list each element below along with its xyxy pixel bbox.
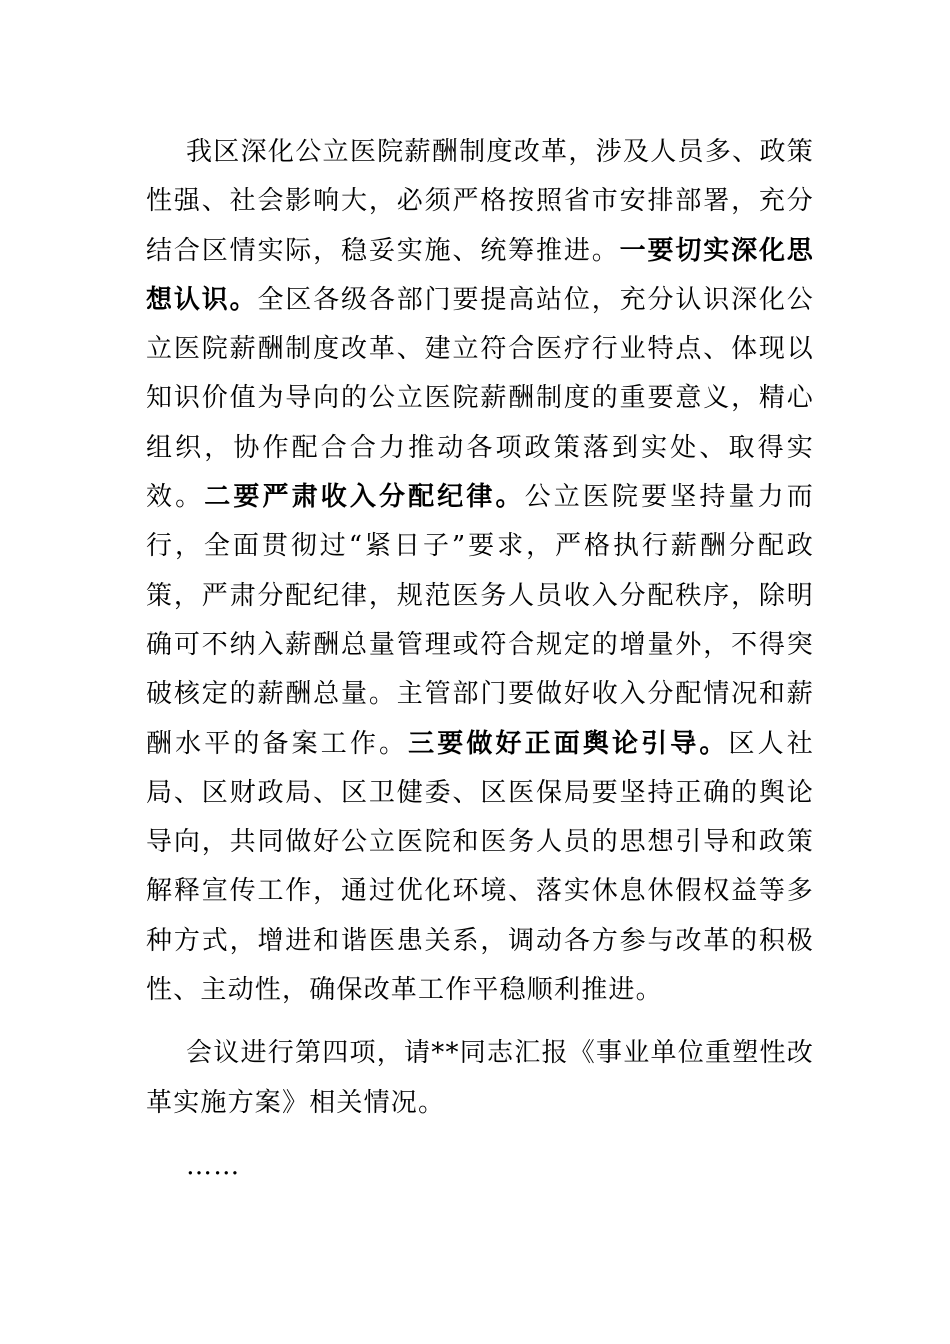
paragraph-text: 我区深化公立医院薪酬制度改革，涉及人员多、政策性强、社会影响大，必须严格按照省市安排部署，充分结合区情实际，稳妥实施、统筹推进。 [146,137,814,266]
point-three-heading: 三要做好正面舆论引导。 [408,728,729,759]
point-one-heading: 一要切实深化思想认识。 [146,235,815,315]
paragraph-text: 公立医院要坚持量力而行，全面贯彻过“紧日子”要求，严格执行薪酬分配政策，严肃分配纪律，规范医务人员收入分配秩序，除明确可不纳入薪酬总量管理或符合规定的增量外，不得突破核定的薪酬总量。主管部门要做好收入分配情况和薪酬水平的备案工作。 [146,482,814,759]
paragraph-ellipsis: …… [186,1150,241,1181]
paragraph-text: 全区各级各部门要提高站位，充分认识深化公立医院薪酬制度改革、建立符合医疗行业特点、体现以知识价值为导向的公立医院薪酬制度的重要意义，精心组织，协作配合合力推动各项政策落到实处、取得实效。 [146,284,814,513]
paragraph-reform-requirements [146,128,814,1015]
paragraph-text: 区人社局、区财政局、区卫健委、区医保局要坚持正确的舆论导向，共同做好公立医院和医务人员的思想引导和政策解释宣传工作，通过优化环境、落实休息休假权益等多种方式，增进和谐医患关系，调动各方参与改革的积极性、主动性，确保改革工作平稳顺利推进。 [146,728,814,1006]
paragraph-meeting-item-four: 会议进行第四项，请**同志汇报《事业单位重塑性改革实施方案》相关情况。 [146,1038,814,1118]
point-two-heading: 二要严肃收入分配纪律。 [204,482,525,513]
document-body [146,128,814,1191]
